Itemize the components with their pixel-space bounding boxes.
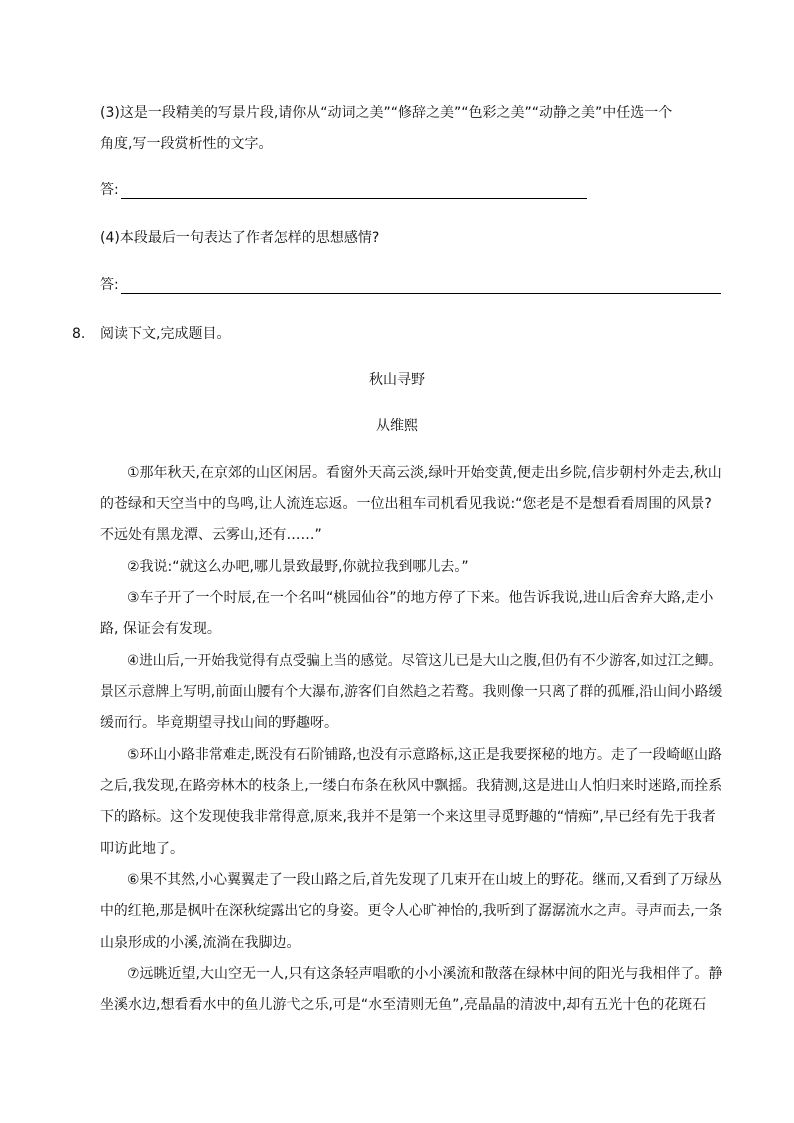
q3-answer-line[interactable] xyxy=(121,184,587,199)
q8-number: 8. xyxy=(72,326,86,342)
q3-line-1: (3)这是一段精美的写景片段,请你从“动词之美”“修辞之美”“色彩之美”“动静之美”中任选一个 xyxy=(100,105,673,121)
paragraph-6-line-1: ⑥果不其然,小心翼翼走了一段山路之后,首先发现了几束开在山坡上的野花。继而,又看到了万绿丛 xyxy=(127,872,722,888)
article-title: 秋山寻野 xyxy=(369,372,425,388)
paragraph-6-line-3: 山泉形成的小溪,流淌在我脚边。 xyxy=(100,935,301,951)
article-author: 从维熙 xyxy=(376,418,418,434)
paragraph-4-line-3: 缓而行。毕竟期望寻找山间的野趣呀。 xyxy=(100,715,338,731)
paragraph-6-line-2: 中的红艳,那是枫叶在深秋绽露出它的身姿。更令人心旷神怡的,我听到了潺潺流水之声。寻声而去,一条 xyxy=(100,903,723,919)
q4-answer-line[interactable] xyxy=(121,279,721,294)
paragraph-5-line-4: 叩访此地了。 xyxy=(100,841,184,857)
q3-answer xyxy=(100,181,587,199)
paragraph-3-line-1: ③车子开了一个时辰,在一个名叫“桃园仙谷”的地方停了下来。他告诉我说,进山后舍弃大路,走小 xyxy=(127,590,714,606)
q4-line-1: (4)本段最后一句表达了作者怎样的思想感情? xyxy=(100,230,380,246)
paragraph-4-line-1: ④进山后,一开始我觉得有点受骗上当的感觉。尽管这儿已是大山之腹,但仍有不少游客,如过江之鲫。 xyxy=(127,653,722,669)
q8-instruction: 阅读下文,完成题目。 xyxy=(100,326,231,342)
paragraph-7-line-1: ⑦远眺近望,大山空无一人,只有这条轻声唱歌的小小溪流和散落在绿林中间的阳光与我相伴了。静 xyxy=(127,966,723,982)
paragraph-5-line-2: 之后,我发现,在路旁林木的枝条上,一缕白布条在秋风中飘摇。我猜测,这是进山人怕归来时迷路,而拴系 xyxy=(100,778,723,794)
paragraph-4-line-2: 景区示意牌上写明,前面山腰有个大瀑布,游客们自然趋之若鹜。我则像一只离了群的孤雁,沿山间小路缓 xyxy=(100,684,723,700)
q3-answer-label: 答: xyxy=(100,182,119,198)
paragraph-1-line-3: 不远处有黑龙潭、云雾山,还有……” xyxy=(100,527,322,543)
paragraph-5-line-3: 下的路标。这个发现使我非常得意,原来,我并不是第一个来这里寻觅野趣的“情痴”,早已经有先于我者 xyxy=(100,809,716,825)
paragraph-1-line-2: 的苍绿和天空当中的鸟鸣,让人流连忘返。一位出租车司机看见我说:“您老是不是想看看周围的风景? xyxy=(100,496,712,512)
paragraph-1-line-1: ①那年秋天,在京郊的山区闲居。看窗外天高云淡,绿叶开始变黄,便走出乡院,信步朝村外走去,秋山 xyxy=(127,465,722,481)
paragraph-2-line-1: ②我说:“就这么办吧,哪儿景致最野,你就拉我到哪儿去。” xyxy=(127,559,469,575)
q4-answer xyxy=(100,276,721,294)
q3-line-2: 角度,写一段赏析性的文字。 xyxy=(100,136,273,152)
paragraph-5-line-1: ⑤环山小路非常难走,既没有石阶铺路,也没有示意路标,这正是我要探秘的地方。走了一段崎岖山路 xyxy=(127,747,722,763)
paragraph-7-line-2: 坐溪水边,想看看水中的鱼儿游弋之乐,可是“水至清则无鱼”,亮晶晶的清波中,却有五光十色的花斑石 xyxy=(100,997,707,1013)
paragraph-3-line-2: 路, 保证会有发现。 xyxy=(100,621,221,637)
q4-answer-label: 答: xyxy=(100,277,119,293)
